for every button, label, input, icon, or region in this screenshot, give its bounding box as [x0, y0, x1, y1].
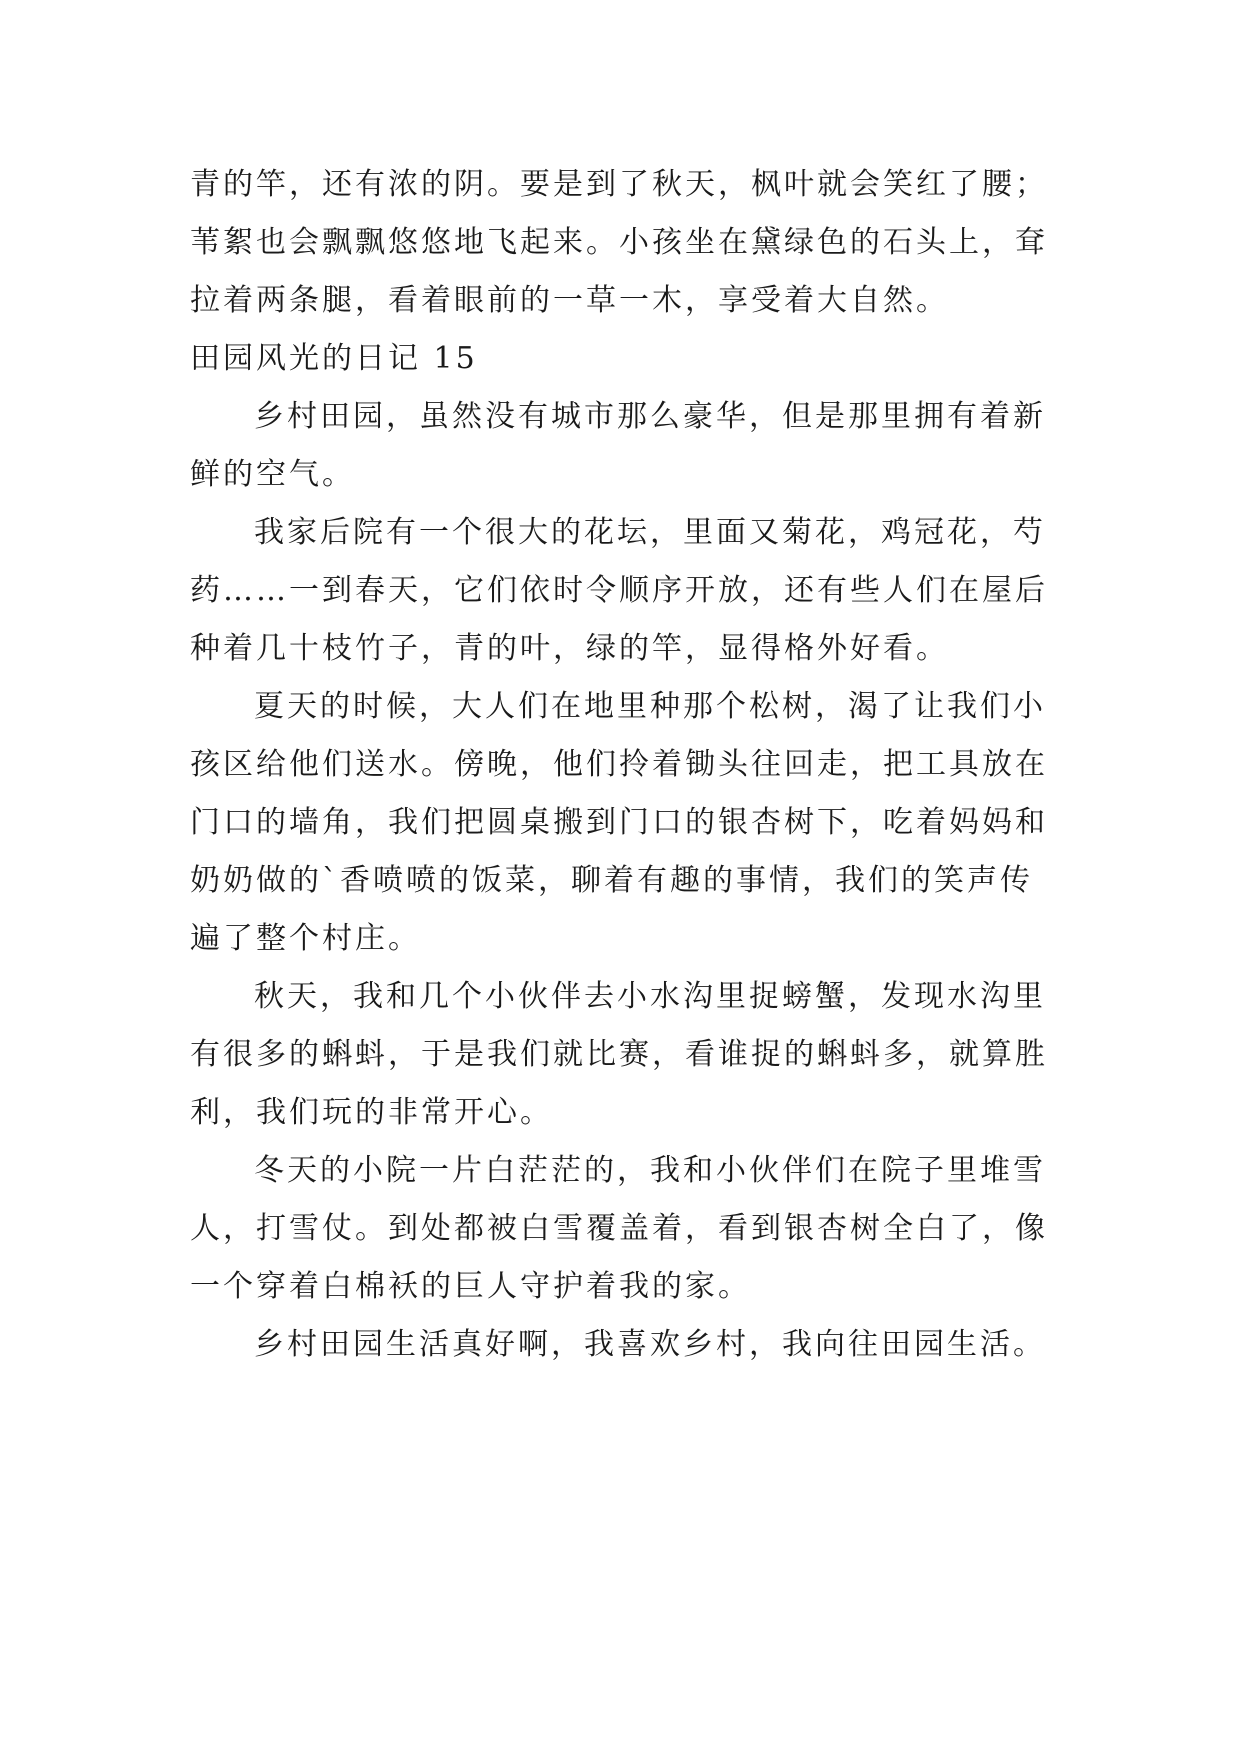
text-line: 青的竿，还有浓的阴。要是到了秋天，枫叶就会笑红了腰；	[190, 167, 1048, 202]
text-line: 秋天，我和几个小伙伴去小水沟里捉螃蟹，发现水沟里	[254, 979, 1046, 1014]
text-line: 夏天的时候，大人们在地里种那个松树，渴了让我们小	[254, 689, 1046, 724]
text-line: 人，打雪仗。到处都被白雪覆盖着，看到银杏树全白了，像	[190, 1211, 1048, 1246]
document-page	[190, 156, 1060, 1374]
text-line: 乡村田园，虽然没有城市那么豪华，但是那里拥有着新	[254, 399, 1046, 434]
text-line: 一个穿着白棉袄的巨人守护着我的家。	[190, 1269, 751, 1304]
text-line: 我家后院有一个很大的花坛，里面又菊花，鸡冠花，芍	[254, 515, 1046, 550]
text-line: 苇絮也会飘飘悠悠地飞起来。小孩坐在黛绿色的石头上，耷	[190, 225, 1048, 260]
text-line: 冬天的小院一片白茫茫的，我和小伙伴们在院子里堆雪	[254, 1153, 1046, 1188]
text-line: 拉着两条腿，看着眼前的一草一木，享受着大自然。	[190, 283, 949, 318]
text-line: 遍了整个村庄。	[190, 921, 421, 956]
text-line: 门口的墙角，我们把圆桌搬到门口的银杏树下，吃着妈妈和	[190, 805, 1048, 840]
text-line: 奶奶做的`香喷喷的饭菜，聊着有趣的事情，我们的笑声传	[190, 863, 1033, 898]
text-line: 种着几十枝竹子，青的叶，绿的竿，显得格外好看。	[190, 631, 949, 666]
text-line: 鲜的空气。	[190, 457, 355, 492]
section-title: 田园风光的日记 15	[190, 341, 478, 376]
text-line: 药……一到春天，它们依时令顺序开放，还有些人们在屋后	[190, 573, 1048, 608]
text-line: 孩区给他们送水。傍晚，他们拎着锄头往回走，把工具放在	[190, 747, 1048, 782]
text-line: 乡村田园生活真好啊，我喜欢乡村，我向往田园生活。	[254, 1327, 1046, 1362]
text-line: 有很多的蝌蚪，于是我们就比赛，看谁捉的蝌蚪多，就算胜	[190, 1037, 1048, 1072]
text-line: 利，我们玩的非常开心。	[190, 1095, 553, 1130]
